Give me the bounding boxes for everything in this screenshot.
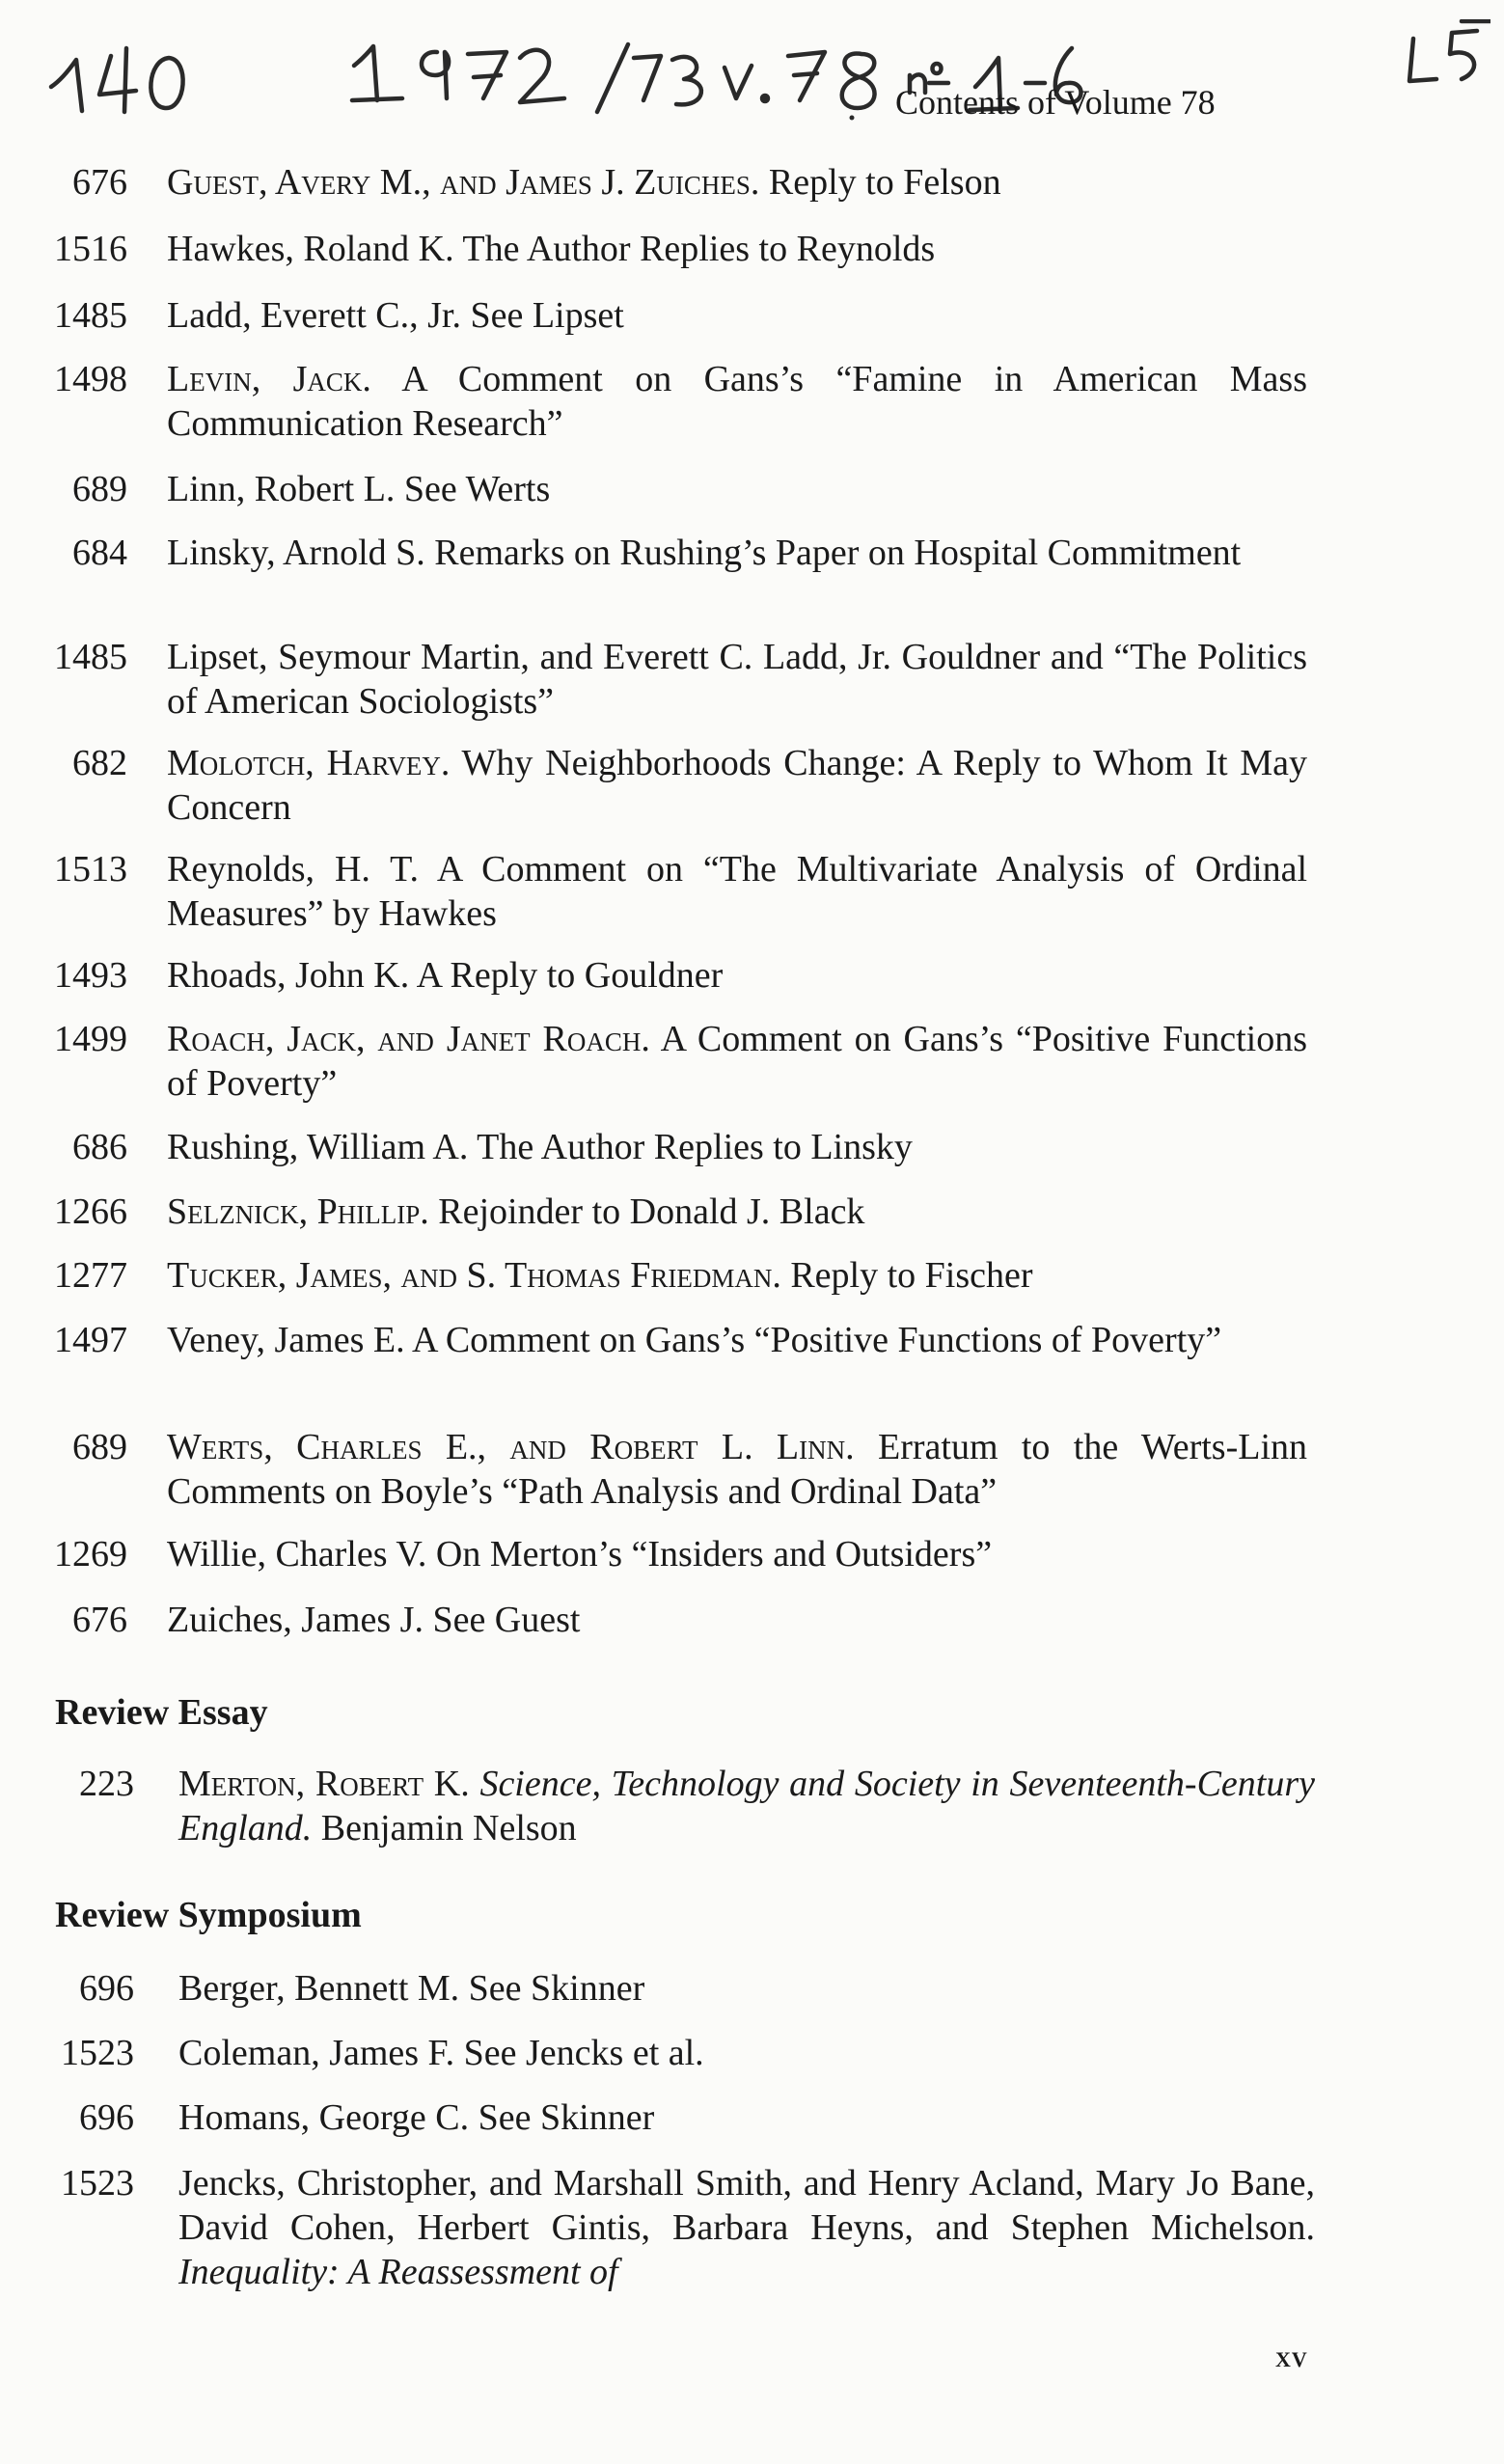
entry-author: Werts, Charles E., and Robert L. Linn. bbox=[167, 1427, 855, 1467]
entry-reviewer: Benjamin Nelson bbox=[320, 1808, 577, 1848]
page-number: 1523 bbox=[61, 2033, 134, 2073]
page-number: 686 bbox=[72, 1127, 127, 1167]
page-number: 223 bbox=[79, 1764, 134, 1804]
entry-text: Veney, James E. A Comment on Gans’s “Positive Functions of Poverty” bbox=[167, 1320, 1222, 1360]
entry-text: Linsky, Arnold S. Remarks on Rushing’s Paper on Hospital Commitment bbox=[167, 533, 1242, 573]
entry-text: Hawkes, Roland K. The Author Replies to Reynolds bbox=[167, 229, 936, 269]
entry-author: Merton, Robert K. bbox=[178, 1764, 470, 1804]
section-heading-review-symposium: Review Symposium bbox=[55, 1895, 362, 1935]
entry-text bbox=[178, 1762, 1315, 1850]
entry-authors: Jencks, Christopher, and Marshall Smith, and Henry Acland, Mary Jo Bane, David Cohen, Herbert Gintis, Barbara Heyns, and Stephen Michelson. bbox=[178, 2163, 1315, 2248]
page-number: 1499 bbox=[54, 1019, 127, 1059]
entry-author: Molotch, Harvey. bbox=[167, 743, 451, 783]
entry-text: Linn, Robert L. See Werts bbox=[167, 469, 551, 509]
page-number: 689 bbox=[72, 469, 127, 509]
page-number: 682 bbox=[72, 743, 127, 783]
page-number: 696 bbox=[79, 2097, 134, 2138]
running-head: Contents of Volume 78 bbox=[895, 83, 1216, 122]
entry-text: Willie, Charles V. On Merton’s “Insiders and Outsiders” bbox=[167, 1534, 993, 1574]
page-number: 696 bbox=[79, 1968, 134, 2009]
page-number: 676 bbox=[72, 1600, 127, 1640]
section-heading-review-essay: Review Essay bbox=[55, 1692, 268, 1733]
page-number: 684 bbox=[72, 533, 127, 573]
entry-text: Selznick, Phillip. Rejoinder to Donald J. Black bbox=[167, 1191, 865, 1232]
entry-text: Guest, Avery M., and James J. Zuiches. Reply to Felson bbox=[167, 162, 1001, 203]
page-number: 1516 bbox=[54, 229, 127, 269]
page-number: 1485 bbox=[54, 637, 127, 677]
page-number: 1498 bbox=[54, 359, 127, 399]
page-number: 1497 bbox=[54, 1320, 127, 1360]
entry-author: Selznick, Phillip. bbox=[167, 1191, 429, 1232]
entry-text: Rushing, William A. The Author Replies to Linsky bbox=[167, 1127, 913, 1167]
page-number: 1266 bbox=[54, 1191, 127, 1232]
entry-text: Homans, George C. See Skinner bbox=[178, 2097, 655, 2138]
page-number: 1485 bbox=[54, 295, 127, 336]
page-number: 1493 bbox=[54, 955, 127, 996]
entry-book-title: Science, Technology and Society in Seventeenth-Century England. bbox=[178, 1764, 1316, 1848]
page-number: 1523 bbox=[61, 2163, 134, 2204]
entry-text: Ladd, Everett C., Jr. See Lipset bbox=[167, 295, 624, 336]
page-number: 1269 bbox=[54, 1534, 127, 1574]
entry-text: Reynolds, H. T. A Comment on “The Multivariate Analysis of Ordinal Measures” by Hawkes bbox=[167, 849, 1307, 934]
entry-text: Rhoads, John K. A Reply to Gouldner bbox=[167, 955, 724, 996]
entry-text: Levin, Jack. A Comment on Gans’s “Famine in American Mass Communication Research” bbox=[167, 359, 1307, 444]
page-number: 1513 bbox=[54, 849, 127, 890]
entry-text: Lipset, Seymour Martin, and Everett C. Ladd, Jr. Gouldner and “The Politics of American Sociologists” bbox=[167, 637, 1307, 722]
entry-author: Roach, Jack, and Janet Roach. bbox=[167, 1019, 650, 1059]
entry-text bbox=[178, 2161, 1315, 2294]
page-number: 689 bbox=[72, 1427, 127, 1467]
page-number: 676 bbox=[72, 162, 127, 203]
page-number: 1277 bbox=[54, 1255, 127, 1296]
entry-author: Guest, Avery M., and James J. Zuiches. bbox=[167, 162, 760, 203]
entry-author: Levin, Jack. bbox=[167, 359, 371, 399]
entry-text: Zuiches, James J. See Guest bbox=[167, 1600, 581, 1640]
entry-text: Molotch, Harvey. Why Neighborhoods Change: A Reply to Whom It May Concern bbox=[167, 743, 1307, 828]
entry-text: Roach, Jack, and Janet Roach. A Comment on Gans’s “Positive Functions of Poverty” bbox=[167, 1019, 1308, 1104]
entry-book-title: Inequality: A Reassessment of bbox=[178, 2252, 618, 2292]
entry-text: Werts, Charles E., and Robert L. Linn. Erratum to the Werts-Linn Comments on Boyle’s “Path Analysis and Ordinal Data” bbox=[167, 1427, 1308, 1512]
entry-text: Coleman, James F. See Jencks et al. bbox=[178, 2033, 704, 2073]
handwritten-annotation bbox=[43, 19, 1490, 125]
entry-text: Berger, Bennett M. See Skinner bbox=[178, 1968, 645, 2009]
entry-text: Tucker, James, and S. Thomas Friedman. Reply to Fischer bbox=[167, 1255, 1033, 1296]
page-folio: xv bbox=[1275, 2339, 1308, 2373]
entry-author: Tucker, James, and S. Thomas Friedman. bbox=[167, 1255, 781, 1296]
